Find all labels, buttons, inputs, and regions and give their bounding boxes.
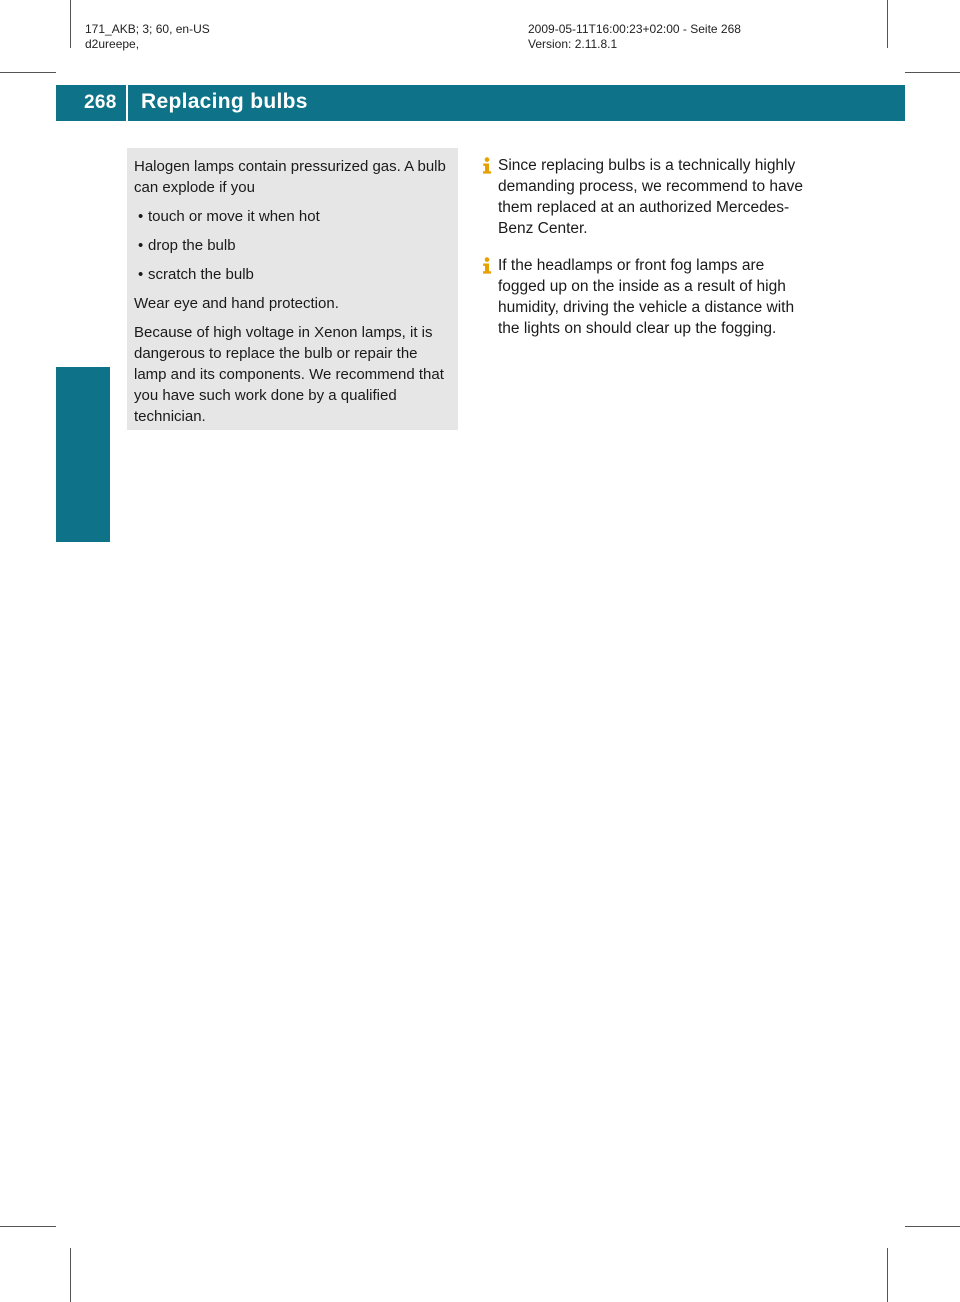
meta-job-line: 171_AKB; 3; 60, en-US: [85, 22, 210, 36]
crop-mark: [0, 1226, 56, 1227]
warning-bullet-text: touch or move it when hot: [148, 208, 320, 225]
bullet-icon: •: [138, 208, 144, 225]
crop-mark: [905, 1226, 960, 1227]
info-note: [480, 255, 815, 339]
list-item: [134, 264, 452, 285]
print-meta-right: [528, 22, 741, 52]
warning-intro: Halogen lamps contain pressurized gas. A bulb can explode if you: [134, 158, 446, 196]
info-note: [480, 155, 815, 239]
info-text: If the headlamps or front fog lamps are fogged up on the inside as a result of high humidity, driving the vehicle a distance with the lights on should clear up the fogging.: [498, 257, 795, 337]
header-divider: [126, 85, 128, 121]
crop-mark: [0, 72, 56, 73]
print-meta-left: [85, 22, 210, 52]
meta-timestamp-line: 2009-05-11T16:00:23+02:00 - Seite 268: [528, 22, 741, 36]
bullet-icon: •: [138, 266, 144, 283]
page-title: Replacing bulbs: [141, 90, 308, 113]
info-column: [480, 155, 815, 355]
list-item: [134, 206, 452, 227]
warning-bullet-text: scratch the bulb: [148, 266, 254, 283]
page-number: 268: [84, 92, 117, 113]
crop-mark: [887, 1248, 888, 1302]
warning-list: [134, 206, 452, 285]
list-item: [134, 235, 452, 256]
crop-mark: [887, 0, 888, 48]
bullet-icon: •: [138, 237, 144, 254]
info-icon: [480, 157, 494, 174]
crop-mark: [905, 72, 960, 73]
meta-author-line: d2ureepe,: [85, 37, 140, 51]
section-side-tab: [56, 121, 110, 591]
crop-mark: [70, 1248, 71, 1302]
warning-protection: Wear eye and hand protection.: [134, 295, 339, 312]
info-text: Since replacing bulbs is a technically highly demanding process, we recommend to have them replaced at an authorized Mercedes-Benz Center.: [498, 157, 803, 237]
warning-xenon: Because of high voltage in Xenon lamps, it is dangerous to replace the bulb or repair the lamp and its components. We recommend that you have such work done by a qualified technician.: [134, 324, 444, 425]
crop-mark: [70, 0, 71, 48]
section-tab-label: Practical hints: [70, 372, 95, 530]
warning-box: [127, 148, 458, 430]
meta-version-line: Version: 2.11.8.1: [528, 37, 618, 51]
page-header: [56, 85, 905, 121]
warning-bullet-text: drop the bulb: [148, 237, 236, 254]
info-icon: [480, 257, 494, 274]
